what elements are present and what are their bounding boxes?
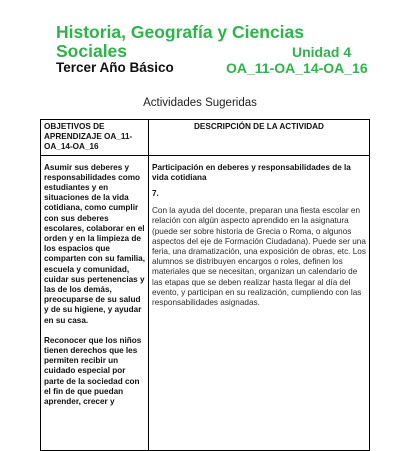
document-header [0,0,400,92]
section-title: Actividades Sugeridas [143,97,257,109]
activity-description: Con la ayuda del docente, preparan una fiesta escolar en relación con algún aspecto aprendido en la asignatura (puede ser sobre historia de Grecia o Roma, o algunos aspectos del eje de Formación Ciudadana). Puede ser una feria, una dramatización, una exposición de obras, etc. Los alumnos se distribuyen encargos o roles, definen los materiales que se necesitan, organizan un calendario de las etapas que se deben realizar hasta llegar al día del evento, y participan en su realización, cumpliendo con las responsabilidades asignadas. [152,206,366,308]
table-row [41,155,370,450]
objectives-cell [41,155,149,450]
objectives-header: OBJETIVOS DE APRENDIZAJE OA_11-OA_14-OA_16 [41,120,149,156]
objective-paragraph: Asumir sus deberes y responsabilidades como estudiantes y en situaciones de la vida cotidiana, como cumplir con sus deberes escolares, colaborar en el orden y en la limpieza de los espacios que comparten con su familia, escuela y comunidad, cuidar sus pertenencias y las de los demás, preocuparse de su salud y de su higiene, y ayudar en su casa. [44,162,146,325]
activities-table [40,119,370,451]
activity-number: 7. [152,189,159,199]
subject-title-continued: Sociales [56,41,128,61]
grade-label: Tercer Año Básico [56,60,174,75]
subject-title: Historia, Geografía y Ciencias [56,22,305,42]
activity-cell [149,155,370,450]
objective-paragraph: Reconocer que los niños tienen derechos que les permiten recibir un cuidado especial por parte de la sociedad con el fin de que puedan aprender, crecer y [44,335,142,407]
activity-title: Participación en deberes y responsabilidades de la vida cotidiana [152,162,351,182]
description-header: DESCRIPCIÓN DE LA ACTIVIDAD [149,120,370,156]
unit-label: Unidad 4 [292,44,352,60]
table-header-row [41,120,370,156]
oa-code-label: OA_11-OA_14-OA_16 [226,60,368,76]
